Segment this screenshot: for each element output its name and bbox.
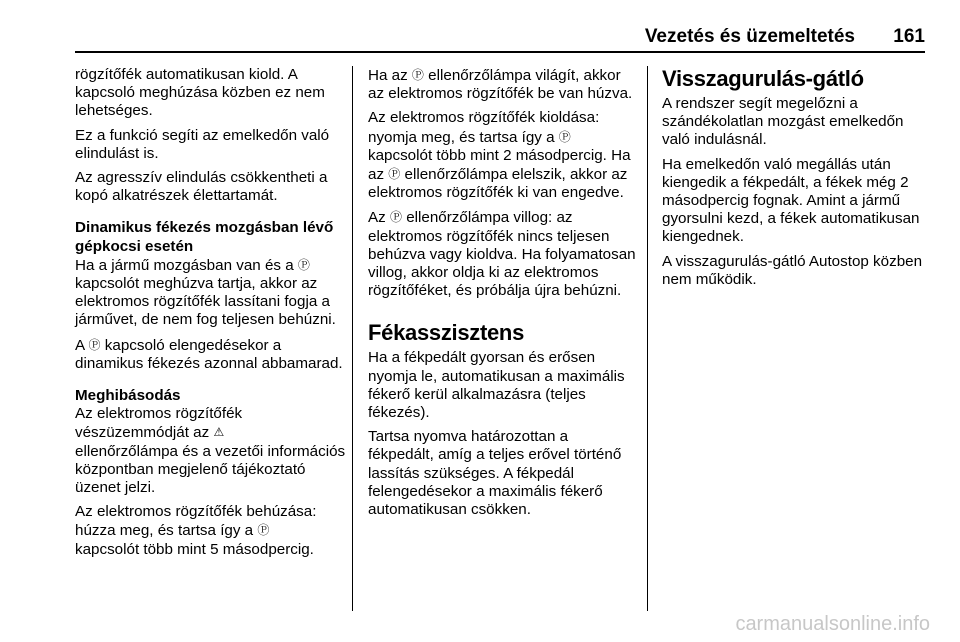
paragraph: Az agresszív elindulás csökkentheti a kopó alkatrészek élettartamát.: [75, 169, 328, 205]
parking-brake-icon: Ⓟ: [257, 523, 270, 538]
brake-fault-icon: ⚠: [213, 425, 225, 440]
paragraph: Tartsa nyomva határozottan a fékpedált, amíg a teljes erővel történő lassítás szükséges. A fékpedál felengedésekor a maximális fékerő automatikusan csökken.: [368, 428, 622, 519]
parking-brake-icon: Ⓟ: [88, 337, 101, 352]
column-divider: [647, 66, 648, 611]
paragraph: Az elektromos rögzítőfék behúzása: húzza meg, és tartsa így a Ⓟ kapcsolót több mint 5 másodpercig.: [75, 503, 317, 558]
parking-brake-icon: Ⓟ: [297, 257, 310, 272]
parking-brake-icon: Ⓟ: [389, 210, 402, 225]
header-rule: [75, 51, 925, 53]
heading-brake-assist: Fékasszisztens: [368, 320, 524, 346]
column-3: [662, 66, 927, 295]
paragraph: A visszagurulás-gátló Autostop közben nem működik.: [662, 252, 923, 288]
paragraph: A rendszer segít megelőzni a szándékolatlan mozgást emelkedőn való indulásnál.: [662, 95, 904, 149]
page-number: 161: [893, 26, 925, 47]
paragraph: Az elektromos rögzítőfék vészüzemmódját az ⚠ ellenőrzőlámpa és a vezetői információs központban megjelenő tájékoztató üzenet jelzi.: [75, 405, 346, 497]
section-title: Vezetés és üzemeltetés: [644, 26, 855, 47]
parking-brake-icon: Ⓟ: [558, 129, 571, 144]
paragraph: rögzítőfék automatikusan kiold. A kapcsoló meghúzása közben ez nem lehetséges.: [75, 66, 325, 120]
page-header: [75, 26, 925, 50]
column-divider: [352, 66, 353, 611]
paragraph: Az elektromos rögzítőfék kioldása: nyomja meg, és tartsa így a Ⓟ kapcsolót több mint 2 másodpercig. Ha az Ⓟ ellenőrzőlámpa elelszik, akkor az elektromos rögzítőfék ki van engedve.: [368, 109, 631, 202]
subheading-malfunction: Meghibásodás: [75, 387, 181, 405]
paragraph: Ha a fékpedált gyorsan és erősen nyomja le, automatikusan a maximális fékerő kerül alkalmazásra (teljes fékezés).: [368, 349, 625, 422]
watermark: carmanualsonline.info: [735, 613, 930, 635]
paragraph: Ha emelkedőn való megállás után kiengedik a fékpedált, a fékek még 2 másodpercig fognak. Amint a jármű gyorsulni kezd, a fékek automatikusan kiengednek.: [662, 155, 920, 246]
paragraph: Ha a jármű mozgásban van és a Ⓟ kapcsolót meghúzva tartja, akkor az elektromos rögzítőfék lassítani fogja a járművet, de nem fog teljesen behúzni.: [75, 256, 336, 329]
parking-brake-icon: Ⓟ: [388, 167, 401, 182]
subheading-dynamic-braking: Dinamikus fékezés mozgásban lévő gépkocsi esetén: [75, 219, 334, 255]
column-1: [75, 66, 347, 565]
parking-brake-icon: Ⓟ: [411, 68, 424, 82]
paragraph: Ez a funkció segíti az emelkedőn való elindulást is.: [75, 126, 330, 162]
column-2: [368, 66, 638, 525]
paragraph: Ha az Ⓟ ellenőrzőlámpa világít, akkor az elektromos rögzítőfék be van húzva.: [368, 67, 633, 103]
paragraph: Az Ⓟ ellenőrzőlámpa villog: az elektromos rögzítőfék nincs teljesen behúzva vagy kioldva. Ha folyamatosan villog, akkor oldja ki az elektromos rögzítőféket, és próbálja újra behúzni.: [368, 209, 636, 300]
paragraph: A Ⓟ kapcsoló elengedésekor a dinamikus fékezés azonnal abbamarad.: [75, 336, 343, 372]
heading-hill-start-assist: Visszagurulás-gátló: [662, 66, 864, 91]
